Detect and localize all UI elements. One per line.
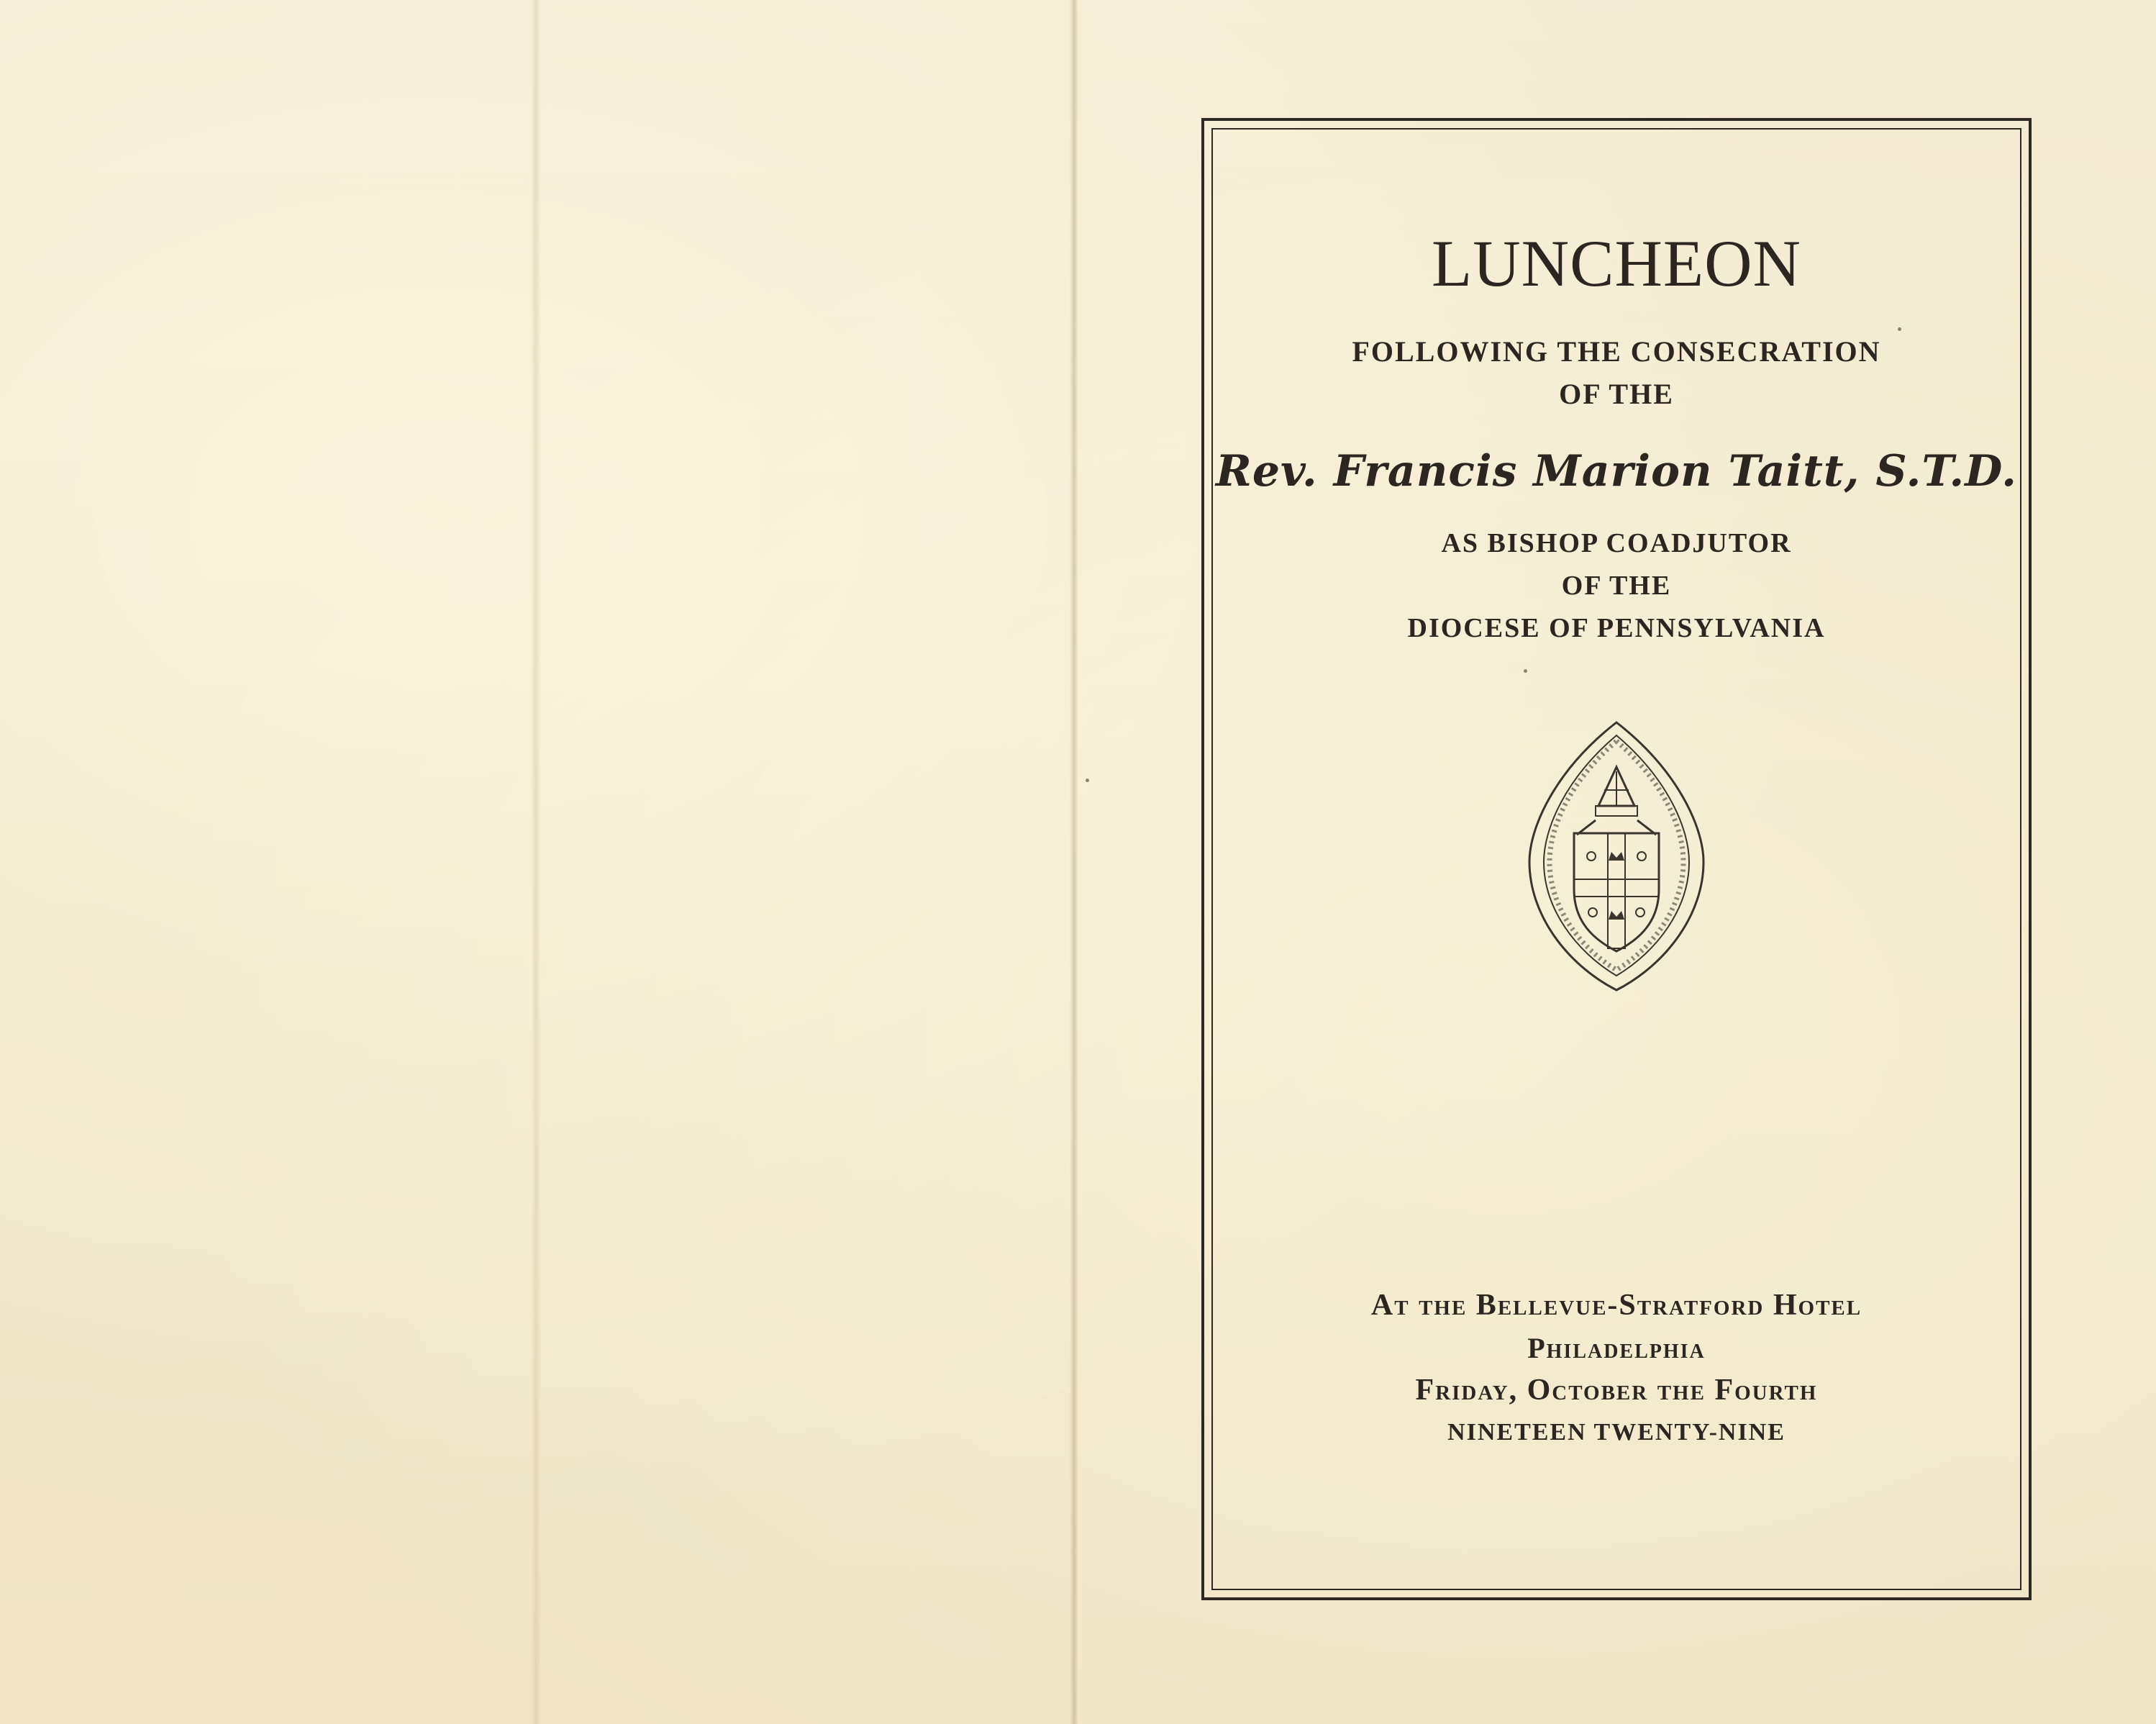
fold-crease-left: [531, 0, 541, 1724]
cover-line-of-the-2: OF THE: [1561, 571, 1672, 601]
cover-title: LUNCHEON: [1432, 227, 1801, 300]
honoree-name: Rev. Francis Marion Taitt, S.T.D.: [1216, 446, 2017, 496]
venue-line: At the Bellevue-Stratford Hotel: [1370, 1289, 1862, 1322]
diocesan-seal-icon: [1527, 720, 1706, 993]
cover-line-of-the-1: OF THE: [1559, 378, 1674, 410]
date-line: Friday, October the Fourth: [1415, 1374, 1818, 1407]
cover-line-consecration: FOLLOWING THE CONSECRATION: [1352, 335, 1881, 368]
paper-speck: [1086, 779, 1089, 782]
cover-line-diocese: DIOCESE OF PENNSYLVANIA: [1407, 613, 1826, 643]
city-line: Philadelphia: [1527, 1332, 1706, 1364]
paper-speck: [1524, 669, 1527, 673]
cover-line-bishop-coadjutor: AS BISHOP COADJUTOR: [1441, 528, 1792, 558]
year-line: NINETEEN TWENTY-NINE: [1447, 1419, 1786, 1446]
paper-speck: [1898, 327, 1901, 331]
fold-crease-center: [1070, 0, 1078, 1724]
